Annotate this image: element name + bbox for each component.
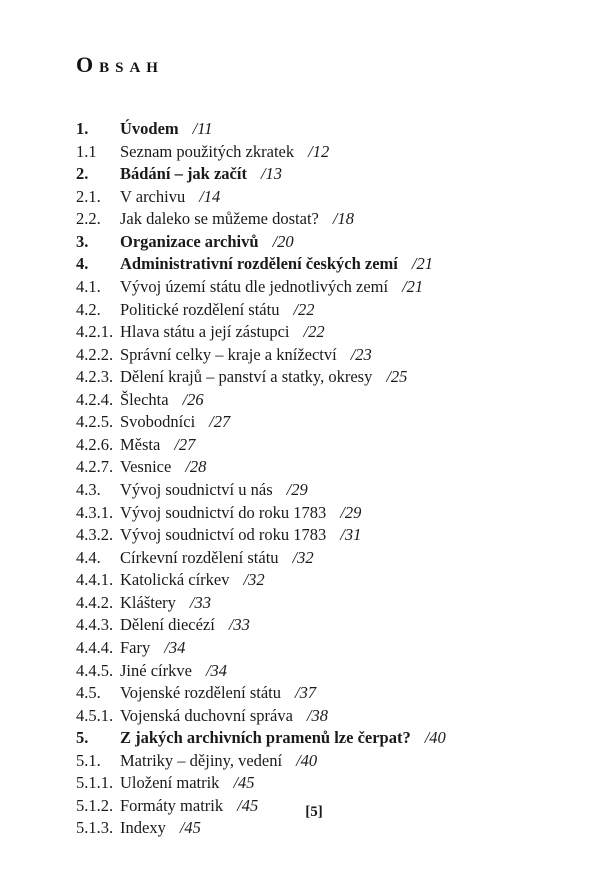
toc-entry-page: /37 — [295, 683, 317, 703]
toc-entry-title: Dělení krajů – panství a statky, okresy — [120, 367, 373, 387]
toc-entry-title: V archivu — [120, 186, 186, 206]
toc-entry — [76, 208, 556, 231]
toc-entry-number: 1.1 — [76, 141, 97, 161]
toc-entry-title: Vývoj soudnictví u nás — [120, 480, 273, 499]
toc-entry — [76, 253, 556, 276]
toc-entry-number: 4.4.2. — [76, 592, 114, 612]
toc-entry-number: 2. — [76, 164, 89, 184]
toc-entry-number: 5.1.2. — [76, 795, 114, 815]
toc-entry-number: 4.3. — [76, 480, 101, 499]
toc-entry-page: /33 — [189, 592, 211, 612]
toc-entry-page: /21 — [402, 276, 424, 296]
toc-entry-number: 5.1.1. — [76, 773, 114, 793]
toc-entry — [76, 524, 556, 547]
toc-entry-title: Města — [120, 434, 161, 454]
toc-entry-title: Úvodem — [120, 119, 179, 138]
toc-entry-title: Hlava státu a její zástupci — [120, 322, 290, 342]
toc-entry — [76, 141, 556, 164]
toc-entry — [76, 682, 556, 705]
toc-entry-page: /21 — [411, 254, 433, 274]
toc-entry-page: /34 — [164, 637, 186, 657]
toc-entry-page: /32 — [292, 547, 314, 567]
toc-entry-page: /38 — [306, 705, 329, 725]
toc-entry-number: 2.1. — [76, 186, 101, 206]
toc-entry — [76, 705, 556, 728]
toc-entry-number: 4.4. — [76, 547, 101, 567]
toc-entry-number: 4.2.1. — [76, 322, 114, 342]
toc-entry — [76, 772, 556, 795]
toc-entry-number: 5.1.3. — [76, 818, 114, 838]
toc-entry — [76, 660, 556, 683]
toc-entry — [76, 502, 556, 525]
toc-entry-number: 2.2. — [76, 209, 101, 229]
toc-entry-title: Uložení matrik — [120, 773, 220, 793]
toc-entry-number: 4.1. — [76, 276, 101, 296]
toc-entry-page: /40 — [296, 750, 318, 770]
toc-entry — [76, 569, 556, 592]
toc-entry-page: /12 — [308, 141, 330, 161]
toc-entry-page: /31 — [340, 525, 362, 545]
toc-entry-title: Dělení diecézí — [120, 615, 215, 635]
toc-entry-title: Kláštery — [120, 592, 176, 612]
toc-entry-page: /33 — [228, 615, 250, 635]
toc-entry-title: Jak daleko se můžeme dostat? — [120, 209, 319, 229]
toc-entry — [76, 186, 556, 209]
toc-entry-number: 4.2.7. — [76, 457, 114, 477]
toc-entry — [76, 637, 556, 660]
toc-entry-page: /45 — [233, 773, 255, 793]
table-of-contents — [76, 118, 556, 840]
toc-entry-title: Z jakých archivních pramenů lze čerpat? — [120, 728, 411, 748]
toc-entry-number: 4.5. — [76, 683, 101, 703]
toc-entry — [76, 592, 556, 615]
toc-entry-title: Organizace archivů — [120, 231, 259, 251]
toc-entry-number: 4.4.5. — [76, 660, 114, 680]
toc-entry-title: Vývoj území státu dle jednotlivých zemí — [120, 276, 389, 296]
toc-entry — [76, 344, 556, 367]
toc-entry-title: Formáty matrik — [120, 795, 224, 815]
toc-entry-title: Fary — [120, 637, 151, 657]
toc-entry — [76, 276, 556, 299]
toc-entry-title: Vývoj soudnictví do roku 1783 — [120, 502, 327, 522]
toc-entry — [76, 479, 556, 502]
toc-entry — [76, 750, 556, 773]
toc-entry-number: 1. — [76, 119, 89, 138]
toc-entry — [76, 434, 556, 457]
toc-entry-title: Politické rozdělení státu — [120, 299, 280, 319]
toc-entry-page: /13 — [260, 164, 283, 184]
toc-entry-page: /27 — [209, 412, 231, 432]
toc-entry — [76, 299, 556, 322]
toc-entry-page: /32 — [243, 570, 265, 590]
toc-entry-title: Seznam použitých zkratek — [120, 141, 295, 161]
toc-entry-title: Svobodníci — [120, 412, 196, 432]
toc-entry-number: 4.5.1. — [76, 705, 114, 725]
toc-entry-number: 3. — [76, 231, 89, 251]
toc-entry-page: /28 — [185, 457, 207, 477]
toc-entry-number: 4.2. — [76, 299, 101, 319]
toc-entry-page: /22 — [303, 322, 325, 342]
page-title: Obsah — [76, 52, 164, 77]
toc-entry-title: Katolická církev — [120, 570, 230, 590]
toc-entry — [76, 547, 556, 570]
toc-entry — [76, 389, 556, 412]
toc-entry-title: Vojenské rozdělení státu — [120, 683, 281, 703]
toc-entry-page: /23 — [350, 344, 372, 364]
toc-entry — [76, 727, 556, 750]
toc-entry — [76, 118, 556, 141]
toc-entry-title: Bádání – jak začít — [120, 164, 247, 184]
toc-entry-page: /18 — [332, 209, 354, 229]
toc-entry-title: Šlechta — [120, 389, 169, 409]
toc-entry-page: /29 — [340, 502, 362, 522]
toc-entry-title: Jiné církve — [120, 660, 192, 680]
toc-entry-title: Matriky – dějiny, vedení — [120, 750, 283, 770]
toc-entry — [76, 366, 556, 389]
toc-entry-page: /25 — [386, 367, 408, 387]
toc-entry — [76, 321, 556, 344]
toc-entry-page: /26 — [182, 389, 204, 409]
toc-entry-page: /34 — [205, 660, 228, 680]
toc-entry-number: 4.2.2. — [76, 344, 114, 364]
toc-entry-page: /22 — [293, 299, 315, 319]
toc-entry-page: /45 — [237, 795, 259, 815]
toc-entry-title: Vojenská duchovní správa — [120, 705, 293, 725]
toc-entry — [76, 163, 556, 186]
toc-entry-page: /14 — [199, 186, 221, 206]
toc-entry-title: Administrativní rozdělení českých zemí — [120, 254, 398, 274]
toc-entry-page: /27 — [174, 434, 196, 454]
toc-entry-number: 4.4.1. — [76, 570, 114, 590]
toc-entry — [76, 456, 556, 479]
toc-entry-number: 4.4.3. — [76, 615, 114, 635]
toc-entry-title: Správní celky – kraje a knížectví — [120, 344, 337, 364]
toc-entry-number: 4.2.3. — [76, 367, 114, 387]
toc-entry-number: 4. — [76, 254, 89, 274]
toc-entry-number: 4.3.2. — [76, 525, 114, 545]
toc-entry-number: 4.2.4. — [76, 389, 114, 409]
toc-entry-title: Vývoj soudnictví od roku 1783 — [120, 525, 327, 545]
toc-entry-number: 4.4.4. — [76, 637, 114, 657]
toc-entry-title: Církevní rozdělení státu — [120, 547, 279, 567]
toc-entry — [76, 411, 556, 434]
toc-entry — [76, 614, 556, 637]
toc-entry-number: 5.1. — [76, 750, 101, 770]
page-number: [5] — [305, 804, 323, 820]
toc-entry-title: Indexy — [120, 818, 166, 838]
toc-entry-number: 4.3.1. — [76, 502, 114, 522]
toc-entry-number: 4.2.6. — [76, 434, 114, 454]
toc-entry-page: /20 — [272, 231, 294, 251]
toc-entry-number: 4.2.5. — [76, 412, 114, 432]
toc-entry-page: /40 — [424, 728, 446, 748]
toc-entry-number: 5. — [76, 728, 89, 748]
toc-entry-title: Vesnice — [120, 457, 172, 477]
toc-entry-page: /29 — [286, 480, 308, 499]
toc-entry-page: /11 — [192, 119, 213, 138]
toc-entry-page: /45 — [179, 818, 201, 838]
toc-entry — [76, 231, 556, 254]
